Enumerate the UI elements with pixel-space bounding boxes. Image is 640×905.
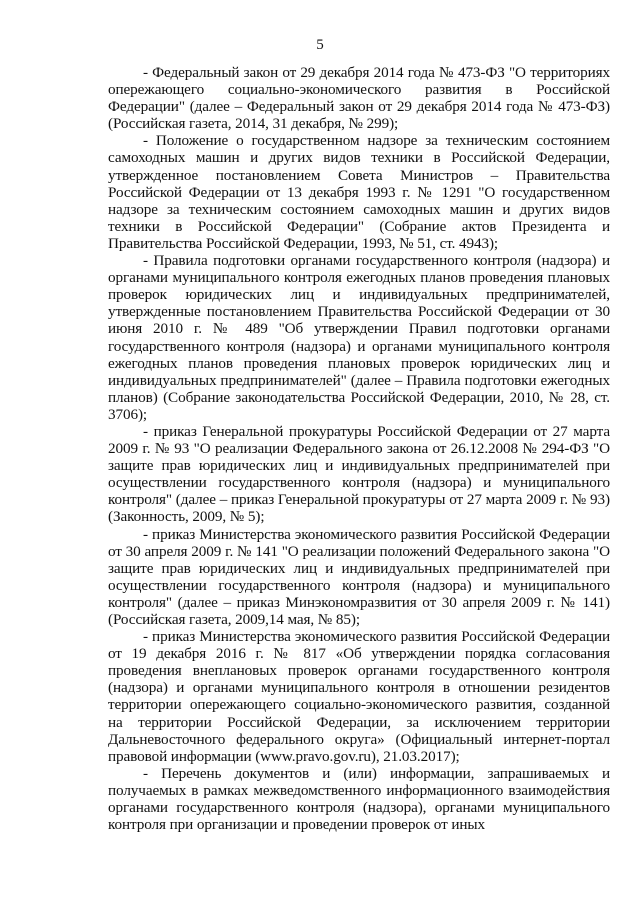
document-body [108,64,610,833]
page-number: 5 [316,37,324,53]
paragraph-ministry-order-141: - приказ Министерства экономического развития Российской Федерации от 30 апреля 2009 г. № 141 "О реализации положений Федерального закона "О защите прав юридических лиц и индивидуальных предпринимателей при осуществлении государственного контроля (надзора) и муниципального контроля" (далее – приказ Минэкономразвития от 30 апреля 2009 г. № 141) (Российская газета, 2009,14 мая, № 85); [108,525,610,628]
paragraph-federal-law-473: - Федеральный закон от 29 декабря 2014 года № 473-ФЗ "О территориях опережающего социально-экономического развития в Российской Федерации" (далее – Федеральный закон от 29 декабря 2014 года № 473-ФЗ) (Российская газета, 2014, 31 декабря, № 299); [108,64,610,133]
paragraph-ministry-order-817: - приказ Министерства экономического развития Российской Федерации от 19 декабря 2016 г. № 817 «Об утверждении порядка согласования проведения внеплановых проверок органами государственного контроля (надзора) и органами муниципального контроля в отношении резидентов территории опережающего социально-экономического развития, созданной на территории Российской Федерации, за исключением территории Дальневосточного федерального округа» (Официальный интернет-портал правовой информации (www.pravo.gov.ru), 21.03.2017); [108,628,610,765]
paragraph-prosecutor-order-93: - приказ Генеральной прокуратуры Российской Федерации от 27 марта 2009 г. № 93 "О реализации Федерального закона от 26.12.2008 № 294-ФЗ "О защите прав юридических лиц и индивидуальных предпринимателей при осуществлении государственного контроля (надзора) и муниципального контроля" (далее – приказ Генеральной прокуратуры от 27 марта 2009 г. № 93) (Законность, 2009, № 5); [108,422,610,526]
paragraph-documents-list: - Перечень документов и (или) информации, запрашиваемых и получаемых в рамках межведомственного информационного взаимодействия органами государственного контроля (надзора), органами муниципального контроля при организации и проведении проверок от иных [108,764,610,834]
paragraph-technical-supervision-regulation: - Положение о государственном надзоре за техническим состоянием самоходных машин и других видов техники в Российской Федерации, утвержденное постановлением Совета Министров – Правительства Российской Федерации от 13 декабря 1993 г. № 1291 "О государственном надзоре за техническим состоянием самоходных машин и других видов техники в Российской Федерации" (Собрание актов Президента и Правительства Российской Федерации, 1993, № 51, ст. 4943); [108,132,610,252]
paragraph-annual-plans-rules: - Правила подготовки органами государственного контроля (надзора) и органами муниципального контроля ежегодных планов проведения плановых проверок юридических лиц и индивидуальных предпринимателей, утвержденные постановлением Правительства Российской Федерации от 30 июня 2010 г. № 489 "Об утверждении Правил подготовки органами государственного контроля (надзора) и органами муниципального контроля ежегодных планов проведения плановых проверок юридических лиц и индивидуальных предпринимателей" (далее – Правила подготовки ежегодных планов) (Собрание законодательства Российской Федерации, 2010, № 28, ст. 3706); [108,252,610,423]
